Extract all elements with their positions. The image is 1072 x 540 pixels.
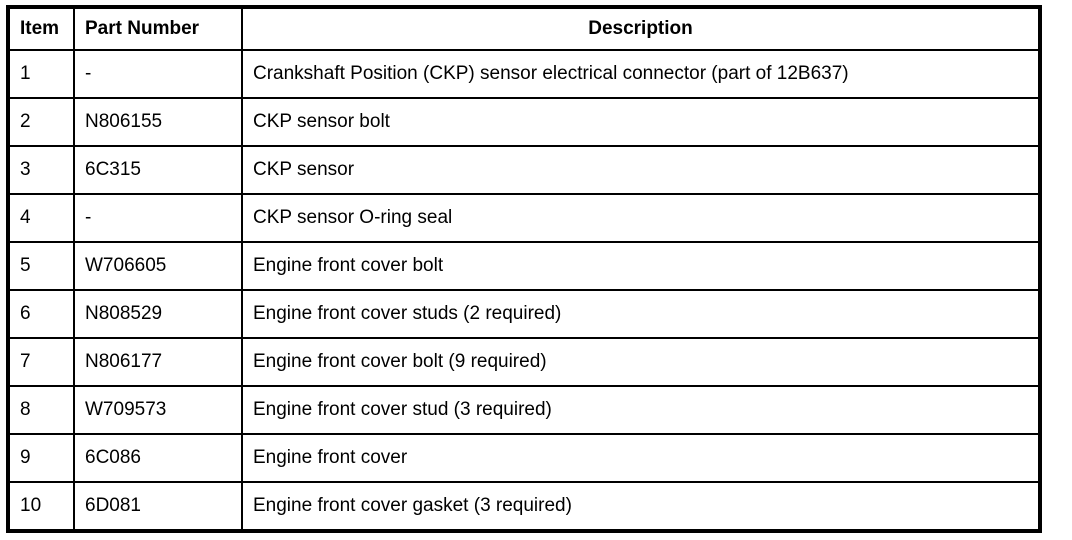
part-number-cell: N806155 (74, 98, 242, 146)
table-body (8, 50, 1040, 531)
table-row (8, 434, 1040, 482)
table-row (8, 146, 1040, 194)
part-number-cell: 6C086 (74, 434, 242, 482)
table-row (8, 386, 1040, 434)
item-cell: 2 (8, 98, 74, 146)
item-cell: 9 (8, 434, 74, 482)
description-cell: CKP sensor (242, 146, 1040, 194)
table-row (8, 194, 1040, 242)
part-number-cell: 6D081 (74, 482, 242, 531)
item-cell: 4 (8, 194, 74, 242)
item-cell: 10 (8, 482, 74, 531)
item-cell: 7 (8, 338, 74, 386)
table-row (8, 290, 1040, 338)
description-cell: Engine front cover bolt (242, 242, 1040, 290)
description-cell: Engine front cover stud (3 required) (242, 386, 1040, 434)
description-cell: Engine front cover studs (2 required) (242, 290, 1040, 338)
item-cell: 1 (8, 50, 74, 98)
header-row (8, 7, 1040, 50)
description-cell: CKP sensor O-ring seal (242, 194, 1040, 242)
header-item: Item (8, 7, 74, 50)
part-number-cell: W709573 (74, 386, 242, 434)
header-description: Description (242, 7, 1040, 50)
table-row (8, 482, 1040, 531)
part-number-cell: - (74, 194, 242, 242)
description-cell: CKP sensor bolt (242, 98, 1040, 146)
item-cell: 3 (8, 146, 74, 194)
part-number-cell: N808529 (74, 290, 242, 338)
item-cell: 5 (8, 242, 74, 290)
item-cell: 8 (8, 386, 74, 434)
part-number-cell: W706605 (74, 242, 242, 290)
table-header (8, 7, 1040, 50)
table-row (8, 242, 1040, 290)
description-cell: Engine front cover bolt (9 required) (242, 338, 1040, 386)
part-number-cell: - (74, 50, 242, 98)
parts-table (6, 5, 1042, 533)
header-part-number: Part Number (74, 7, 242, 50)
description-cell: Engine front cover (242, 434, 1040, 482)
table-row (8, 50, 1040, 98)
part-number-cell: 6C315 (74, 146, 242, 194)
table-row (8, 338, 1040, 386)
table-row (8, 98, 1040, 146)
item-cell: 6 (8, 290, 74, 338)
description-cell: Engine front cover gasket (3 required) (242, 482, 1040, 531)
description-cell: Crankshaft Position (CKP) sensor electrical connector (part of 12B637) (242, 50, 1040, 98)
part-number-cell: N806177 (74, 338, 242, 386)
